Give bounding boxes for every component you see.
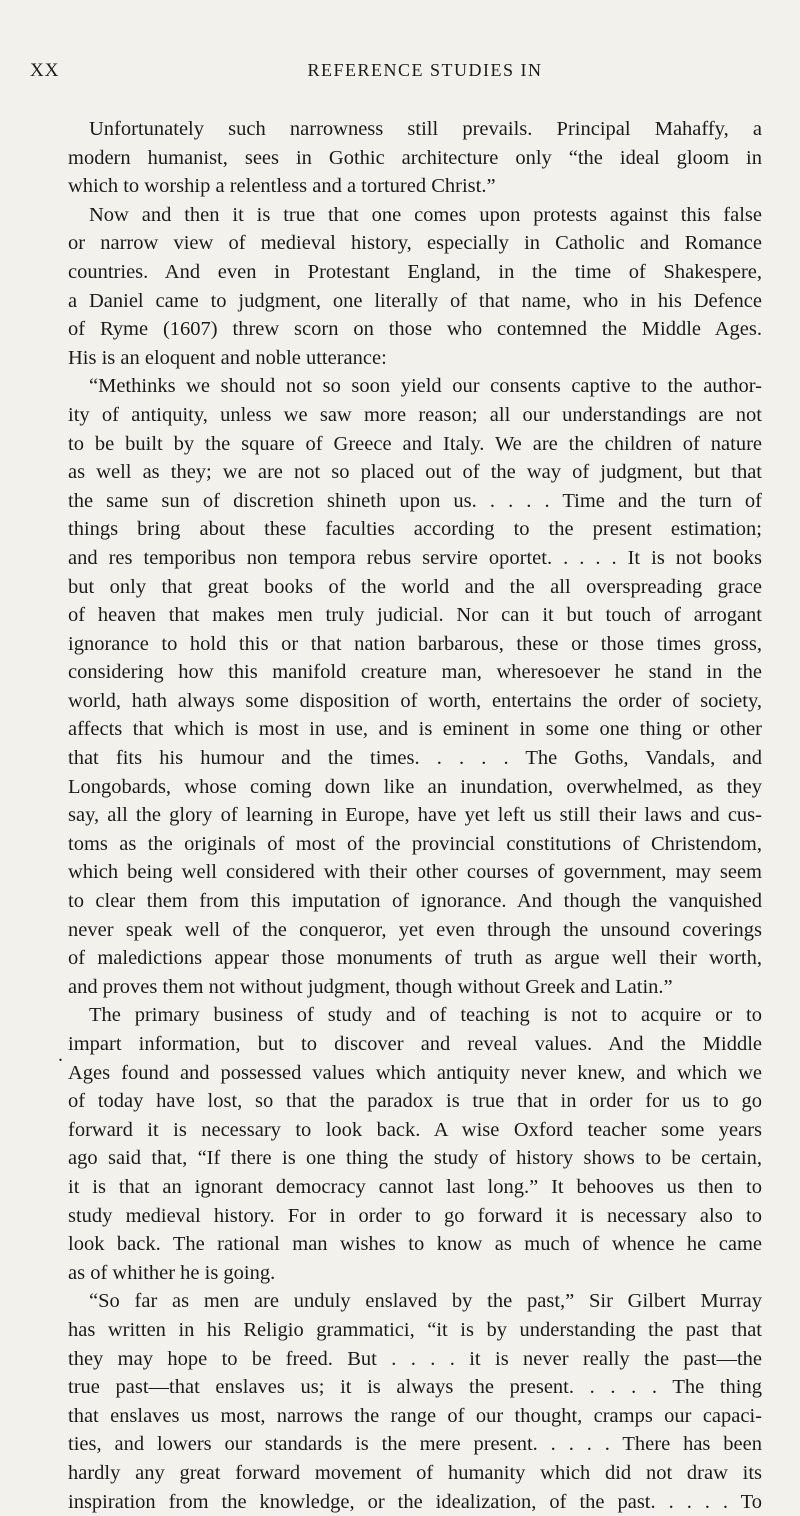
text-line: which to worship a relentless and a tortured Christ.”	[68, 172, 762, 201]
text-line: Ages found and possessed values which antiquity never knew, and which we	[68, 1059, 762, 1088]
text-line: never speak well of the conqueror, yet even through the unsound coverings	[68, 916, 762, 945]
text-line: that enslaves us most, narrows the range of our thought, cramps our capaci-	[68, 1402, 762, 1431]
text-line: Longobards, whose coming down like an inundation, overwhelmed, as they	[68, 773, 762, 802]
text-line: and proves them not without judgment, though without Greek and Latin.”	[68, 973, 762, 1002]
body-text	[68, 115, 762, 1516]
text-line: inspiration from the knowledge, or the idealization, of the past. . . . . To	[68, 1488, 762, 1516]
text-line: world, hath always some disposition of worth, entertains the order of society,	[68, 687, 762, 716]
text-line: “So far as men are unduly enslaved by the past,” Sir Gilbert Murray	[68, 1287, 762, 1316]
text-line: considering how this manifold creature man, wheresoever he stand in the	[68, 658, 762, 687]
text-line: which being well considered with their other courses of government, may seem	[68, 858, 762, 887]
text-line: say, all the glory of learning in Europe, have yet left us still their laws and cus-	[68, 801, 762, 830]
text-line: things bring about these faculties according to the present estimation;	[68, 515, 762, 544]
text-line: hardly any great forward movement of humanity which did not draw its	[68, 1459, 762, 1488]
text-line: ago said that, “If there is one thing the study of history shows to be certain,	[68, 1144, 762, 1173]
text-line: it is that an ignorant democracy cannot last long.” It behooves us then to	[68, 1173, 762, 1202]
text-line: to be built by the square of Greece and Italy. We are the children of nature	[68, 430, 762, 459]
text-line: the same sun of discretion shineth upon us. . . . . Time and the turn of	[68, 487, 762, 516]
text-line: as of whither he is going.	[68, 1259, 762, 1288]
text-line: true past—that enslaves us; it is always the present. . . . . The thing	[68, 1373, 762, 1402]
text-line: forward it is necessary to look back. A wise Oxford teacher some years	[68, 1116, 762, 1145]
text-line: to clear them from this imputation of ignorance. And though the vanquished	[68, 887, 762, 916]
text-line: The primary business of study and of teaching is not to acquire or to	[68, 1001, 762, 1030]
text-line: ity of antiquity, unless we saw more reason; all our understandings are not	[68, 401, 762, 430]
text-line: as well as they; we are not so placed out of the way of judgment, but that	[68, 458, 762, 487]
text-line: they may hope to be freed. But . . . . it is never really the past—the	[68, 1345, 762, 1374]
text-line: but only that great books of the world and the all overspreading grace	[68, 573, 762, 602]
text-line: ties, and lowers our standards is the mere present. . . . . There has been	[68, 1430, 762, 1459]
text-line: look back. The rational man wishes to know as much of whence he came	[68, 1230, 762, 1259]
text-line: study medieval history. For in order to go forward it is necessary also to	[68, 1202, 762, 1231]
text-line: that fits his humour and the times. . . . . The Goths, Vandals, and	[68, 744, 762, 773]
page-number: XX	[30, 60, 59, 82]
margin-mark: .	[58, 1044, 63, 1067]
text-line: toms as the originals of most of the provincial constitutions of Christendom,	[68, 830, 762, 859]
running-head	[30, 60, 760, 84]
running-title: REFERENCE STUDIES IN	[30, 60, 760, 81]
text-line: His is an eloquent and noble utterance:	[68, 344, 762, 373]
text-line: of today have lost, so that the paradox is true that in order for us to go	[68, 1087, 762, 1116]
text-line: ignorance to hold this or that nation barbarous, these or those times gross,	[68, 630, 762, 659]
text-line: a Daniel came to judgment, one literally of that name, who in his Defence	[68, 287, 762, 316]
text-line: has written in his Religio grammatici, “it is by understanding the past that	[68, 1316, 762, 1345]
text-line: Now and then it is true that one comes upon protests against this false	[68, 201, 762, 230]
text-line: modern humanist, sees in Gothic architecture only “the ideal gloom in	[68, 144, 762, 173]
text-line: impart information, but to discover and reveal values. And the Middle	[68, 1030, 762, 1059]
text-line: “Methinks we should not so soon yield our consents captive to the author-	[68, 372, 762, 401]
text-line: affects that which is most in use, and is eminent in some one thing or other	[68, 715, 762, 744]
text-line: Unfortunately such narrowness still prevails. Principal Mahaffy, a	[68, 115, 762, 144]
text-line: and res temporibus non tempora rebus servire oportet. . . . . It is not books	[68, 544, 762, 573]
text-line: of maledictions appear those monuments of truth as argue well their worth,	[68, 944, 762, 973]
text-line: of Ryme (1607) threw scorn on those who contemned the Middle Ages.	[68, 315, 762, 344]
text-line: or narrow view of medieval history, especially in Catholic and Romance	[68, 229, 762, 258]
text-line: of heaven that makes men truly judicial. Nor can it but touch of arrogant	[68, 601, 762, 630]
text-line: countries. And even in Protestant England, in the time of Shakespere,	[68, 258, 762, 287]
